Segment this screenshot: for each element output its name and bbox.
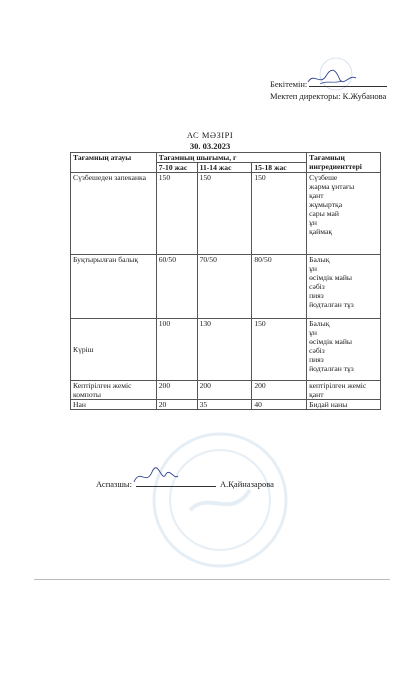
director-line: Мектеп директоры: К.Жубанова: [270, 91, 387, 101]
approve-label: Бекітемін:: [270, 79, 308, 89]
ingredient: Бидай наны: [309, 400, 348, 409]
cook-label: Аспазшы:: [96, 479, 132, 489]
menu-table: [70, 152, 381, 410]
yield-value: 100: [156, 319, 197, 381]
yield-value: 60/50: [156, 255, 197, 319]
ingredient: жарма ұнтағы: [309, 182, 355, 191]
ingredients-cell: [307, 381, 381, 400]
ingredient: қант: [309, 390, 324, 399]
yield-value: 70/50: [197, 255, 252, 319]
ingredient: қаймақ: [309, 227, 333, 236]
yield-value: 150: [156, 173, 197, 255]
ingredient: жұмыртқа: [309, 200, 343, 209]
cook-line: [96, 478, 274, 489]
header-age-2: 11-14 жас: [197, 163, 252, 173]
yield-value: 150: [252, 319, 307, 381]
ingredient: Балық: [309, 319, 330, 328]
signature-line: [309, 78, 387, 87]
ingredient: өсімдік майы: [309, 337, 353, 346]
dish-name: Сүзбешеден запеканка: [71, 173, 157, 255]
yield-value: 40: [252, 400, 307, 410]
ingredient: ұн: [309, 328, 317, 337]
signature-line: [136, 478, 216, 487]
dish-name: Күріш: [71, 319, 157, 381]
dish-name: Нан: [71, 400, 157, 410]
ingredient: сәбіз: [309, 346, 325, 355]
header-age-3: 15-18 жас: [252, 163, 307, 173]
stamp-seal-watermark: [150, 430, 290, 570]
yield-value: 200: [156, 381, 197, 400]
header-dish: Тағамның атауы: [71, 153, 157, 173]
ingredient: кептірілген жеміс: [309, 381, 367, 390]
table-row: [71, 381, 381, 400]
yield-value: 80/50: [252, 255, 307, 319]
table-row: [71, 400, 381, 410]
dish-name: Буқтырылған балық: [71, 255, 157, 319]
ingredient: сары май: [309, 209, 339, 218]
ingredients-cell: [307, 173, 381, 255]
approval-block: [270, 78, 387, 102]
page-bottom-rule: [34, 579, 390, 580]
ingredient: Балық: [309, 255, 330, 264]
yield-value: 130: [197, 319, 252, 381]
yield-value: 150: [197, 173, 252, 255]
ingredient: өсімдік майы: [309, 273, 353, 282]
ingredient: сәбіз: [309, 282, 325, 291]
ingredients-cell: [307, 400, 381, 410]
cook-name: А.Қайназарова: [220, 479, 274, 489]
header-age-1: 7-10 жас: [156, 163, 197, 173]
ingredient: йодталған тұз: [309, 364, 354, 373]
yield-value: 20: [156, 400, 197, 410]
yield-value: 150: [252, 173, 307, 255]
yield-value: 35: [197, 400, 252, 410]
table-row: [71, 173, 381, 255]
ingredient: ұн: [309, 264, 317, 273]
ingredient: қант: [309, 191, 324, 200]
dish-name: Кептірілген жеміс компоты: [71, 381, 157, 400]
ingredient: пияз: [309, 291, 324, 300]
ingredient: йодталған тұз: [309, 300, 354, 309]
ingredients-cell: [307, 255, 381, 319]
ingredient: ұн: [309, 218, 317, 227]
yield-value: 200: [197, 381, 252, 400]
ingredient: Сүзбеше: [309, 173, 338, 182]
menu-date: 30. 03.2023: [189, 141, 231, 151]
header-ingredients: Тағамның ингредиенттері: [307, 153, 381, 173]
menu-heading: АС МӘЗІРІ: [186, 130, 234, 140]
header-yield: Тағамның шығымы, г: [156, 153, 306, 163]
ingredients-cell: [307, 319, 381, 381]
ingredient: пияз: [309, 355, 324, 364]
table-row: [71, 319, 381, 381]
table-row: [71, 255, 381, 319]
table-header-row: [71, 153, 381, 163]
yield-value: 200: [252, 381, 307, 400]
